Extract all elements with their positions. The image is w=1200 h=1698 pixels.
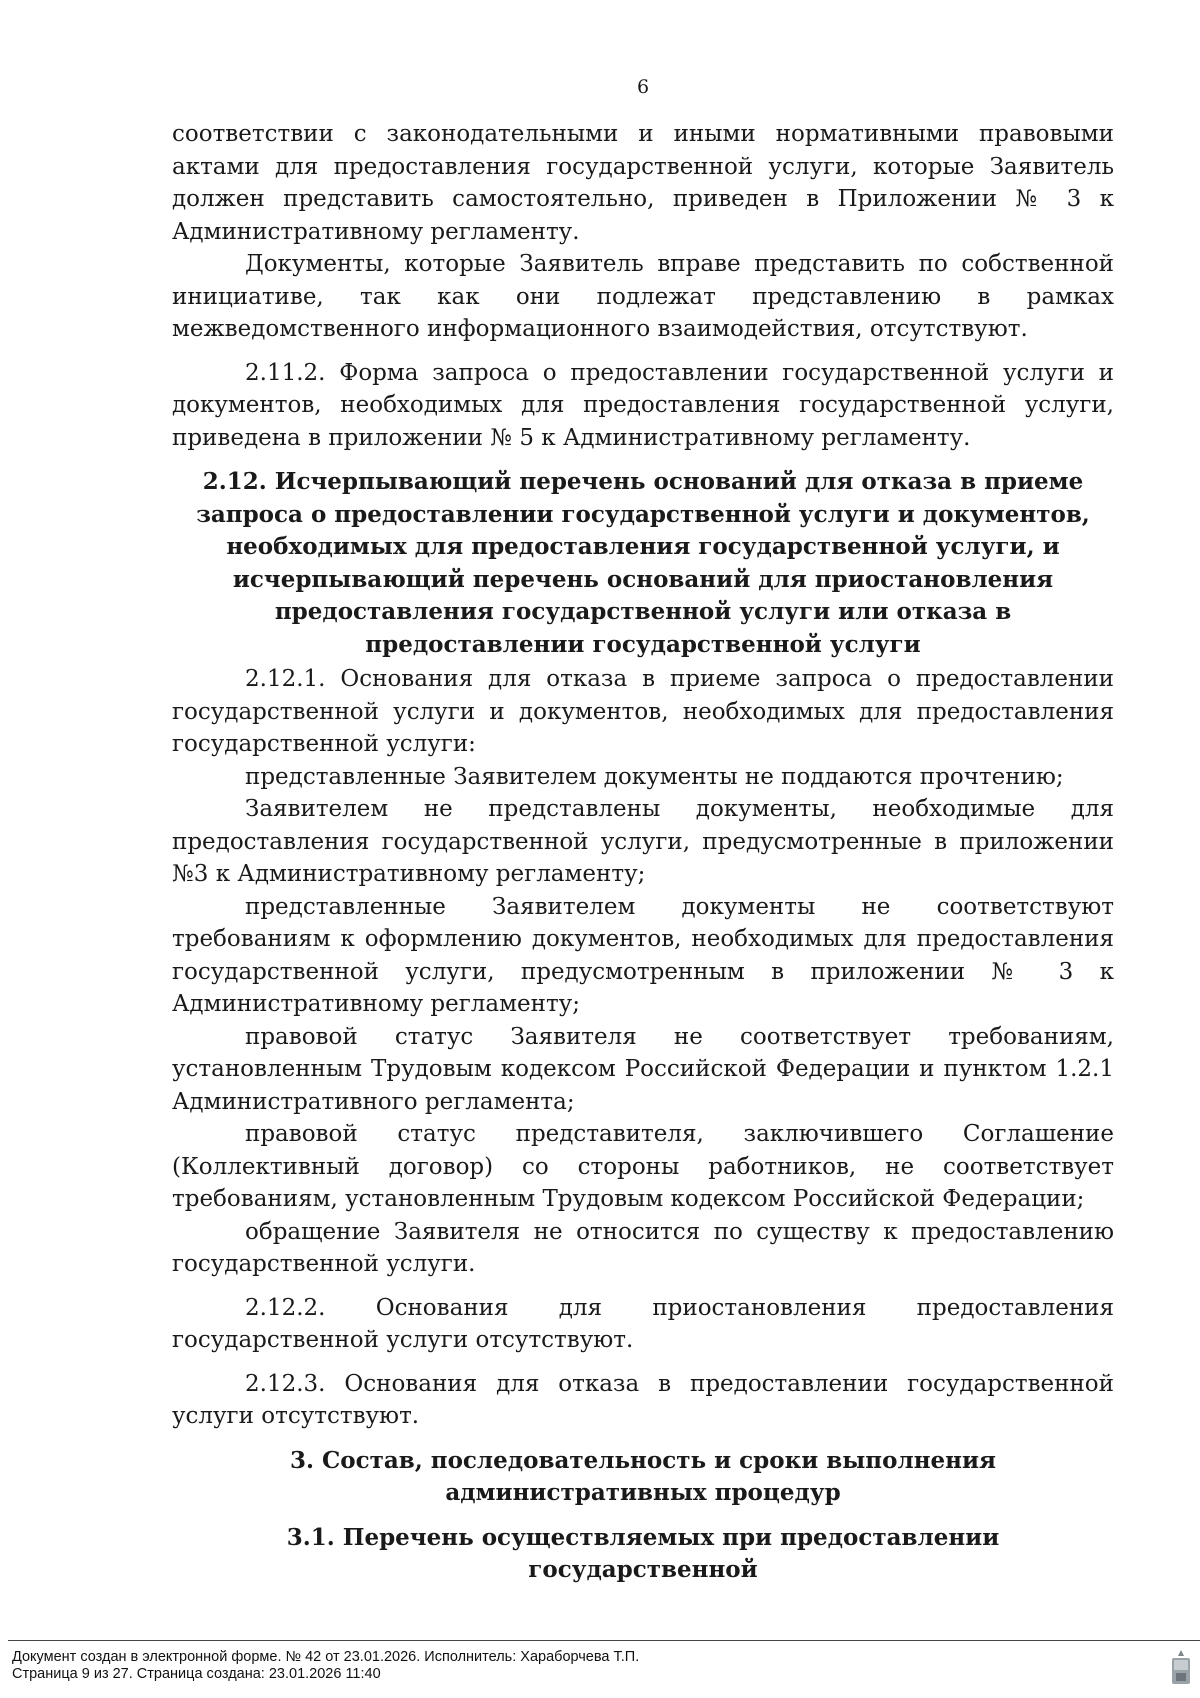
paragraph: 2.12.3. Основания для отказа в предоставлении государственной услуги отсутствуют. <box>172 1370 1114 1429</box>
footer-line-page: Страница 9 из 27. Страница создана: 23.01.2026 11:40 <box>12 1666 381 1682</box>
paragraph: 2.11.2. Форма запроса о предоставлении государственной услуги и документов, необходимых для предоставления государственной услуги, приведена в приложении № 5 к Административному регламенту. <box>172 359 1114 451</box>
list-item: правовой статус Заявителя не соответствует требованиям, установленным Трудовым кодексом Российской Федерации и пунктом 1.2.1 Административного регламента; <box>172 1023 1114 1115</box>
paragraph: 2.12.1. Основания для отказа в приеме запроса о предоставлении государственной услуги и документов, необходимых для предоставления государственной услуги: <box>172 666 1114 757</box>
subsection-heading: 3.1. Перечень осуществляемых при предоставлении государственной <box>286 1523 1000 1583</box>
section-heading: 2.12. Исчерпывающий перечень оснований для отказа в приеме запроса о предоставлении государственной услуги и документов, необходимых для предоставления государственной услуги, и исчерпывающий перечень оснований для приостановления предоставления государственной услуги или отказа в предоставлении государственной услуги <box>196 468 1090 658</box>
list-item: представленные Заявителем документы не поддаются прочтению; <box>245 763 1064 790</box>
footer-line-document: Документ создан в электронной форме. № 42 от 23.01.2026. Исполнитель: Хараборчева Т.П. <box>12 1649 640 1665</box>
page-number: 6 <box>636 76 650 98</box>
footer-divider <box>8 1640 1200 1641</box>
paragraph: Документы, которые Заявитель вправе представить по собственной инициативе, так как они подлежат представлению в рамках межведомственного информационного взаимодействия, отсутствуют. <box>172 251 1114 342</box>
coat-of-arms-icon <box>1170 1648 1192 1688</box>
paragraph: соответствии с законодательными и иными нормативными правовыми актами для предоставления государственной услуги, которые Заявитель должен представить самостоятельно, приведен в Приложении № 3 к Административному регламенту. <box>172 121 1114 245</box>
footer <box>12 1649 639 1683</box>
list-item: обращение Заявителя не относится по существу к предоставлению государственной услуги. <box>172 1218 1114 1277</box>
paragraph: 2.12.2. Основания для приостановления предоставления государственной услуги отсутствуют. <box>172 1294 1114 1353</box>
document-body <box>172 118 1114 1587</box>
section-heading: 3. Состав, последовательность и сроки выполнения административных процедур <box>289 1446 997 1506</box>
list-item: правовой статус представителя, заключившего Соглашение (Коллективный договор) со стороны работников, не соответствует требованиям, установленным Трудовым кодексом Российской Федерации; <box>172 1121 1114 1212</box>
list-item: представленные Заявителем документы не соответствуют требованиям к оформлению документов, необходимых для предоставления государственной услуги, предусмотренным в приложении № 3 к Административному регламенту; <box>172 893 1114 1017</box>
list-item: Заявителем не представлены документы, необходимые для предоставления государственной услуги, предусмотренные в приложении №3 к Административному регламенту; <box>172 796 1114 887</box>
